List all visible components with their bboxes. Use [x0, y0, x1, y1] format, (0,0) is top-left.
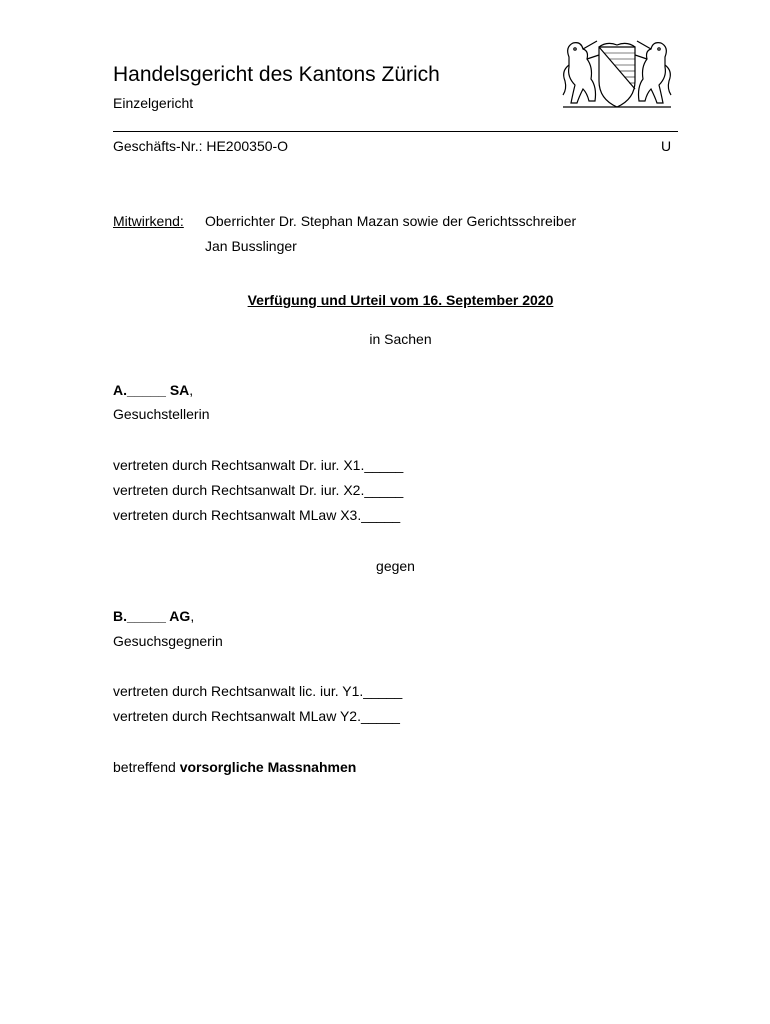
court-division: Einzelgericht [113, 95, 194, 111]
in-sachen: in Sachen [369, 331, 432, 347]
applicant-role: Gesuchstellerin [113, 406, 210, 422]
subject-prefix: betreffend [113, 759, 180, 775]
coat-of-arms-logo [557, 37, 677, 111]
decision-title: Verfügung und Urteil vom 16. September 2020 [247, 292, 554, 308]
participants-label: Mitwirkend: [113, 213, 184, 229]
respondent-counsel-1: vertreten durch Rechtsanwalt lic. iur. Y1._____ [113, 683, 403, 699]
header-divider [113, 131, 678, 132]
participants-line-2: Jan Busslinger [205, 238, 297, 254]
subject-matter: vorsorgliche Massnahmen [179, 759, 357, 775]
applicant-counsel-2: vertreten durch Rechtsanwalt Dr. iur. X2._____ [113, 482, 404, 498]
versus-text: gegen [376, 558, 415, 574]
applicant-counsel-1: vertreten durch Rechtsanwalt Dr. iur. X1._____ [113, 457, 404, 473]
court-name: Handelsgericht des Kantons Zürich [113, 63, 440, 86]
respondent-name-line [113, 607, 194, 625]
case-flag: U [661, 138, 672, 154]
versus [113, 557, 678, 575]
applicant-name-suffix: , [189, 382, 194, 398]
applicant-name: A._____ SA [113, 382, 190, 398]
case-number: Geschäfts-Nr.: HE200350-O [113, 138, 289, 154]
respondent-counsel-2: vertreten durch Rechtsanwalt MLaw Y2._____ [113, 708, 400, 724]
respondent-name-suffix: , [190, 608, 195, 624]
applicant-name-line [113, 381, 193, 399]
respondent-name: B._____ AG [113, 608, 191, 624]
respondent-role: Gesuchsgegnerin [113, 633, 223, 649]
participants-line-1: Oberrichter Dr. Stephan Mazan sowie der Gerichtsschreiber [205, 213, 577, 229]
applicant-counsel-3: vertreten durch Rechtsanwalt MLaw X3._____ [113, 507, 401, 523]
subject-line [113, 758, 356, 776]
